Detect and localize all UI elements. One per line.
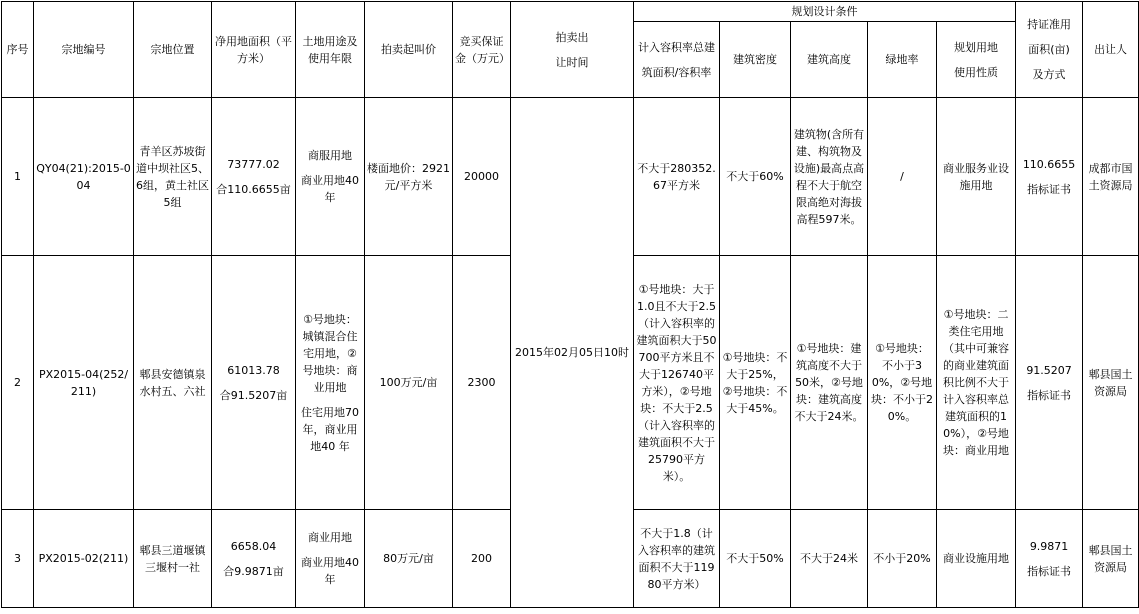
- cell-seller: 郫县国土资源局: [1083, 510, 1139, 608]
- cell-seq: 3: [2, 510, 34, 608]
- cell-nature: 商业服务业设施用地: [937, 98, 1016, 256]
- cell-deposit: 20000: [453, 98, 511, 256]
- header-far-line1: 计入容积率总建: [638, 40, 715, 54]
- cell-area-m2: 61013.78: [227, 363, 280, 377]
- cell-area-m2: 73777.02: [227, 157, 280, 171]
- header-nature-line1: 规划用地: [954, 40, 999, 54]
- header-cert-line2: 面积(亩): [1028, 43, 1070, 56]
- cell-green: 不小于20%: [868, 510, 937, 608]
- land-auction-table: [1, 1, 1139, 608]
- cell-area-mu: 合9.9871亩: [223, 564, 284, 578]
- header-cert-line3: 及方式: [1032, 68, 1066, 81]
- cell-start-price: 100万元/亩: [365, 256, 453, 510]
- header-cert: [1016, 2, 1083, 98]
- cell-height: 建筑物(含所有建、构筑物及设施)最高点高程不大于航空限高绝对海拔高程597米。: [791, 98, 868, 256]
- cell-location: 青羊区苏坡街道中坝社区5、6组，黄土社区5组: [134, 98, 212, 256]
- cell-use: [296, 256, 365, 510]
- header-density: 建筑密度: [720, 22, 791, 98]
- header-green: 绿地率: [868, 22, 937, 98]
- cell-start-price: 楼面地价：2921元/平方米: [365, 98, 453, 256]
- cell-height: 不大于24米: [791, 510, 868, 608]
- cell-area: [212, 98, 296, 256]
- header-row-top: [2, 2, 1139, 22]
- header-use: 土地用途及使用年限: [296, 2, 365, 98]
- cell-area: [212, 256, 296, 510]
- header-planning: 规划设计条件: [634, 2, 1016, 22]
- cell-use-line2: 住宅用地70年，商业用地40 年: [301, 405, 359, 453]
- cell-use: [296, 510, 365, 608]
- cell-start-price: 80万元/亩: [365, 510, 453, 608]
- cell-location: 郫县三道堰镇三堰村一社: [134, 510, 212, 608]
- table-row: [2, 98, 1139, 256]
- cell-green: /: [868, 98, 937, 256]
- header-far: [634, 22, 720, 98]
- cell-use-line1: 商业用地: [308, 531, 352, 544]
- cell-cert: [1016, 510, 1083, 608]
- cell-use-line2: 商业用地40 年: [301, 556, 359, 586]
- cell-cert: [1016, 256, 1083, 510]
- cell-nature: 商业设施用地: [937, 510, 1016, 608]
- header-seller: 出让人: [1083, 2, 1139, 98]
- cell-cert-area: 9.9871: [1029, 539, 1069, 553]
- header-auction-time: [511, 2, 634, 98]
- cell-use-line1: 商服用地: [308, 149, 352, 162]
- cell-use-line1: ①号地块：城镇混合住宅用地，②号地块：商业用地: [302, 312, 358, 394]
- cell-area-m2: 6658.04: [230, 539, 277, 553]
- cell-code: PX2015-04(252/211): [34, 256, 134, 510]
- cell-far: ①号地块：大于1.0且不大于2.5（计入容积率的建筑面积大于50700平方米且不大于126740平方米），②号地块：不大于2.5（计入容积率的建筑面积不大于25790平方米）。: [634, 256, 720, 510]
- cell-density: 不大于50%: [720, 510, 791, 608]
- header-area: 净用地面积（平方米）: [212, 2, 296, 98]
- cell-cert-mode: 指标证书: [1027, 388, 1072, 402]
- cell-auction-time: 2015年02月05日10时: [511, 98, 634, 608]
- header-height: 建筑高度: [791, 22, 868, 98]
- cell-seq: 1: [2, 98, 34, 256]
- header-nature-line2: 使用性质: [954, 65, 999, 79]
- header-code: 宗地编号: [34, 2, 134, 98]
- cell-cert-area: 91.5207: [1026, 363, 1072, 377]
- cell-area: [212, 510, 296, 608]
- cell-seller: 成都市国土资源局: [1083, 98, 1139, 256]
- cell-deposit: 2300: [453, 256, 511, 510]
- header-far-line2: 筑面积/容积率: [641, 65, 712, 79]
- header-cert-line1: 持证准用: [1027, 18, 1072, 31]
- cell-nature: ①号地块：二类住宅用地（其中可兼容的商业建筑面积比例不大于计入容积率总建筑面积的10%），②号地块：商业用地: [937, 256, 1016, 510]
- cell-code: PX2015-02(211): [34, 510, 134, 608]
- header-seq: 序号: [2, 2, 34, 98]
- cell-location: 郫县安德镇泉水村五、六社: [134, 256, 212, 510]
- cell-cert-area: 110.6655: [1022, 157, 1076, 171]
- cell-density: ①号地块：不大于25%，②号地块：不大于45%。: [720, 256, 791, 510]
- header-auction-time-line1: 拍卖出: [555, 30, 589, 44]
- cell-area-mu: 合110.6655亩: [216, 182, 291, 196]
- cell-density: 不大于60%: [720, 98, 791, 256]
- cell-deposit: 200: [453, 510, 511, 608]
- cell-use: [296, 98, 365, 256]
- cell-use-line2: 商业用地40年: [301, 174, 359, 204]
- cell-cert: [1016, 98, 1083, 256]
- cell-height: ①号地块：建筑高度不大于50米，②号地块：建筑高度不大于24米。: [791, 256, 868, 510]
- cell-seller: 郫县国土资源局: [1083, 256, 1139, 510]
- cell-green: ①号地块：不小于30%，②号地块：不小于20%。: [868, 256, 937, 510]
- header-location: 宗地位置: [134, 2, 212, 98]
- cell-cert-mode: 指标证书: [1027, 564, 1072, 578]
- cell-code: QY04(21):2015-004: [34, 98, 134, 256]
- header-auction-time-line2: 让时间: [555, 55, 589, 69]
- cell-area-mu: 合91.5207亩: [219, 388, 288, 402]
- cell-cert-mode: 指标证书: [1027, 182, 1072, 196]
- cell-far: 不大于1.8（计入容积率的建筑面积不大于11980平方米）: [634, 510, 720, 608]
- header-nature: [937, 22, 1016, 98]
- cell-far: 不大于280352.67平方米: [634, 98, 720, 256]
- header-deposit: 竞买保证金（万元）: [453, 2, 511, 98]
- header-start-price: 拍卖起叫价: [365, 2, 453, 98]
- cell-seq: 2: [2, 256, 34, 510]
